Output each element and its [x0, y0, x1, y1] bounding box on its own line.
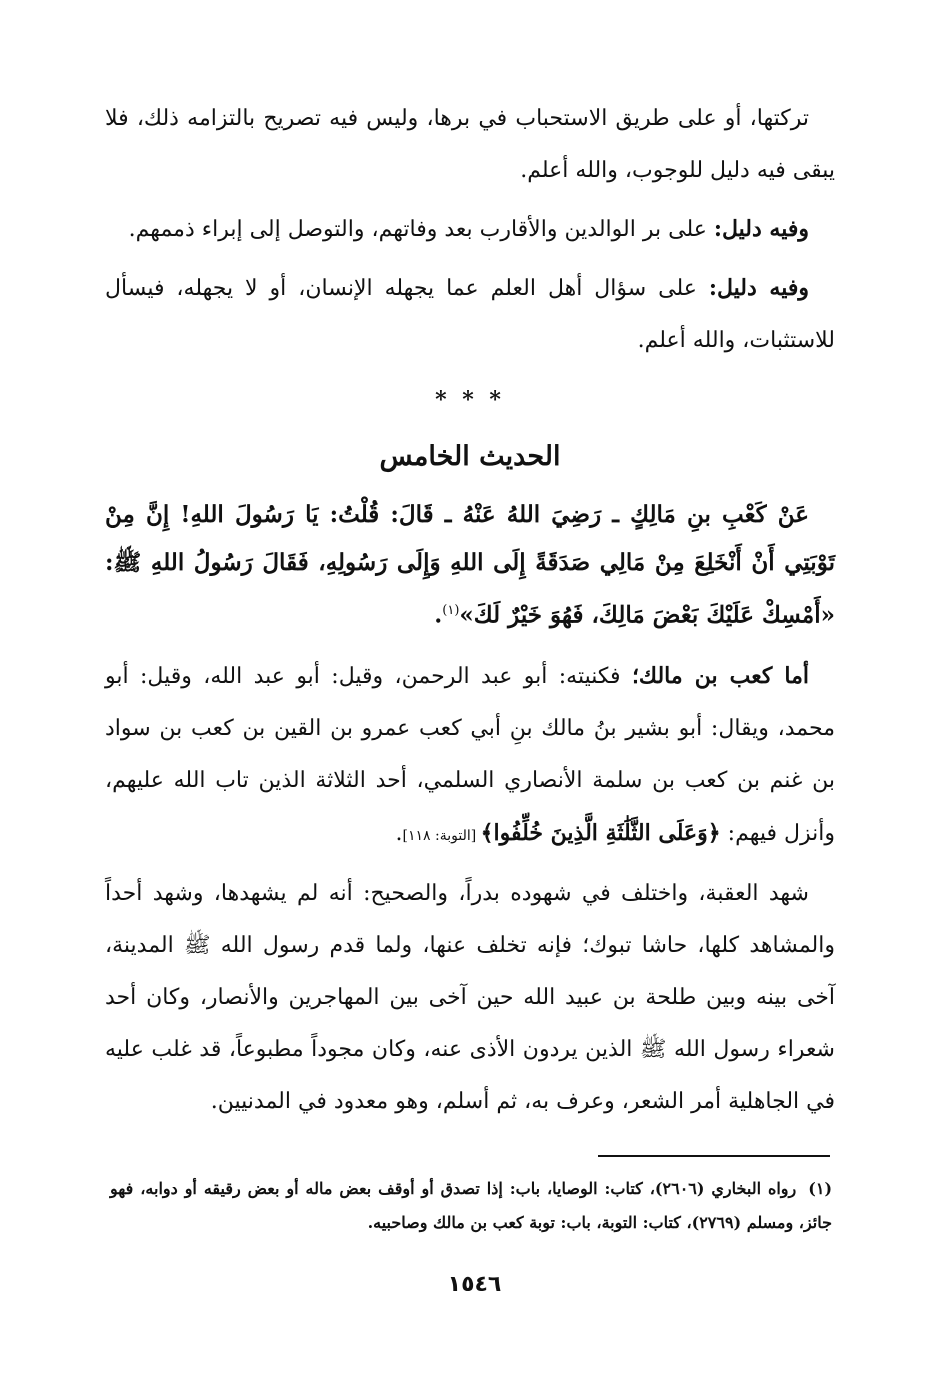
paragraph-end: .	[395, 820, 403, 846]
hadith-body: عَنْ كَعْبِ بنِ مَالِكٍ ـ رَضِيَ اللهُ عَنْهُ ـ قَالَ: قُلْتُ: يَا رَسُولَ اللهِ! إِنَّ مِنْ تَوْبَتِي أَنْ أَنْخَلِعَ مِنْ مَالِي صَدَقَةً إِلَى اللهِ وَإِلَى رَسُولِهِ، فَقَالَ رَسُولُ اللهِ ﷺ: «أَمْسِكْ عَلَيْكَ بَعْضَ مَالِكَ، فَهُوَ خَيْرٌ لَكَ»	[105, 501, 835, 629]
paragraph-history	[105, 868, 835, 1128]
paragraph-conclusion	[105, 92, 835, 197]
footnote-divider	[598, 1155, 830, 1157]
footnotes	[110, 1172, 832, 1240]
paragraph-text: شهد العقبة، واختلف في شهوده بدراً، والصحيح: أنه لم يشهدها، وشهد أحداً والمشاهد كلها، حاشا تبوك؛ فإنه تخلف عنها، ولما قدم رسول الله ﷺ المدينة، آخى بينه وبين طلحة بن عبيد الله حين آخى بين المهاجرين والأنصار، وكان أحد شعراء رسول الله ﷺ الذين يردون الأذى عنه، وكان مجوداً مطبوعاً، قد غلب عليه في الجاهلية أمر الشعر، وعرف به، ثم أسلم، وهو معدود في المدنيين.	[105, 880, 835, 1114]
paragraph-text: فكنيته: أبو عبد الرحمن، وقيل: أبو عبد الله، وقيل: أبو محمد، ويقال: أبو بشير بنُ مالك بنِ أبي كعب عمرو بن القين بن كعب بن سواد بن غنم بن كعب بن سلمة الأنصاري السلمي، أحد الثلاثة الذين تاب الله عليهم، وأنزل فيهم:	[105, 663, 835, 846]
footnote-number: (١)	[808, 1179, 833, 1198]
footnote-marker: (١)	[442, 603, 460, 618]
section-heading: الحديث الخامس	[379, 441, 561, 472]
paragraph-text: تركتها، أو على طريق الاستحباب في برها، وليس فيه تصريح بالتزامه ذلك، فلا يبقى فيه دليل للوجوب، والله أعلم.	[105, 106, 835, 183]
paragraph-text: على بر الوالدين والأقارب بعد وفاتهم، والتوصل إلى إبراء ذممهم.	[128, 217, 714, 242]
paragraph-biography	[105, 650, 835, 862]
page-number: ١٥٤٦	[447, 1272, 502, 1297]
page-body	[105, 92, 835, 1134]
paragraph-evidence-2	[105, 262, 835, 367]
quran-verse: ﴿وَعَلَى الثَّلَٰثَةِ الَّذِينَ خُلِّفُوا﴾	[480, 819, 721, 846]
footnote-text: رواه البخاري (٢٦٠٦)، كتاب: الوصايا، باب: إذا تصدق أو أوقف بعض ماله أو بعض رقيقه أو دوابه، فهو جائز، ومسلم (٢٧٦٩)، كتاب: التوبة، باب: توبة كعب بن مالك وصاحبيه.	[110, 1179, 832, 1232]
hadith-text	[105, 491, 835, 640]
paragraph-evidence-1	[105, 203, 835, 256]
paragraph-lead: أما كعب بن مالك؛	[631, 662, 809, 689]
paragraph-lead: وفيه دليل:	[713, 216, 809, 242]
paragraph-text: على سؤال أهل العلم عما يجهله الإنسان، أو لا يجهله، فيسأل للاستثبات، والله أعلم.	[105, 276, 835, 353]
hadith-end: .	[434, 601, 443, 629]
quran-reference: [التوبة: ١١٨]	[402, 827, 481, 844]
paragraph-lead: وفيه دليل:	[708, 275, 810, 301]
section-separator: * * *	[435, 387, 505, 413]
